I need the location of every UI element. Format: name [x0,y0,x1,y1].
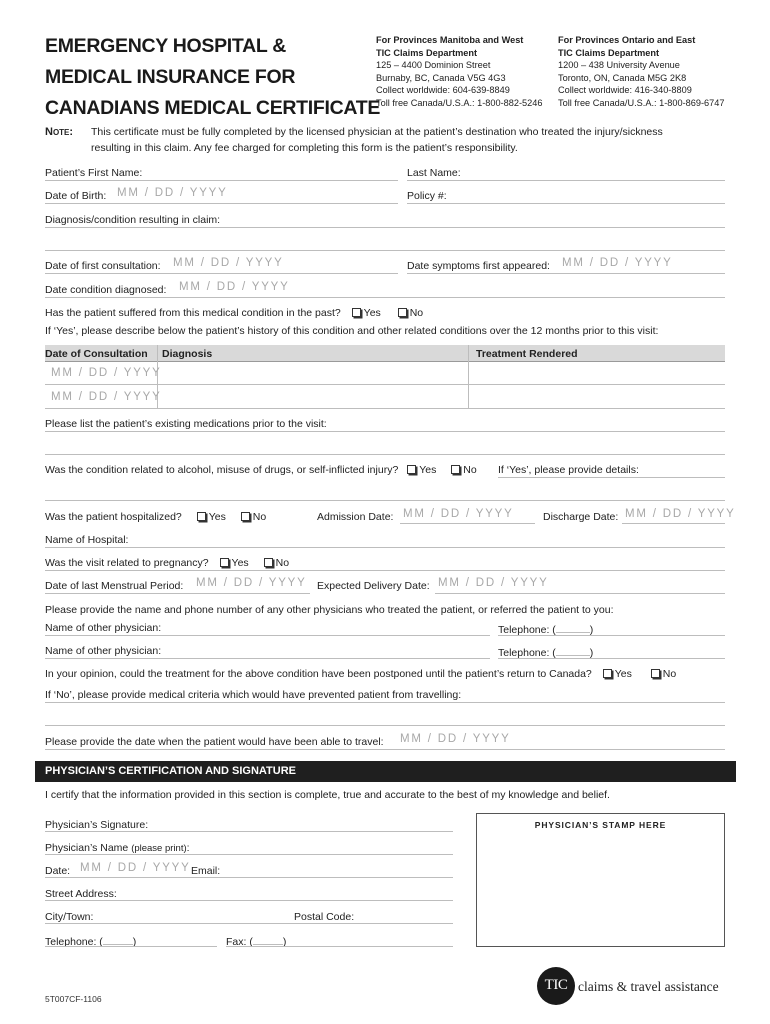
physician-name-colon: : [186,842,190,854]
table-row[interactable] [45,408,725,409]
first-consult-field[interactable] [45,273,398,274]
diagnosis-field[interactable] [45,227,725,228]
discharge-label: Discharge Date: [543,511,619,523]
symptoms-placeholder[interactable]: MM / DD / YYYY [562,257,673,269]
signature-field[interactable] [45,831,453,832]
pregnancy-question-text: Was the visit related to pregnancy? [45,557,209,569]
hospitalized-question [45,511,266,523]
pregnancy-question [45,557,289,569]
east-address-block [558,34,725,110]
no-label: No [275,557,290,569]
postpone-question [45,668,676,680]
table-header-date: Date of Consultation [45,348,148,360]
pregnancy-line [45,570,725,571]
close-paren: ) [132,936,137,948]
title-line: MEDICAL INSURANCE FOR [45,66,296,88]
pregnancy-no-checkbox[interactable] [264,558,273,567]
no-label: No [662,668,677,680]
diagnosed-field[interactable] [45,297,725,298]
hospitalized-question-text: Was the patient hospitalized? [45,511,182,523]
past-question [45,307,423,319]
diagnosed-label: Date condition diagnosed: [45,284,167,296]
other-physician-field[interactable] [45,635,490,636]
first-consult-placeholder[interactable]: MM / DD / YYYY [173,257,284,269]
hospitalized-yes-checkbox[interactable] [197,512,206,521]
hospitalized-no-checkbox[interactable] [241,512,250,521]
west-heading: For Provinces Manitoba and West [376,35,524,45]
menstrual-placeholder[interactable]: MM / DD / YYYY [196,577,307,589]
cert-date-label: Date: [45,865,71,877]
physician-name-hint: (please print) [131,843,187,854]
cert-date-placeholder[interactable]: MM / DD / YYYY [80,862,191,874]
physician-name-field[interactable] [45,854,453,855]
hospital-name-label: Name of Hospital: [45,534,129,546]
dob-placeholder[interactable]: MM / DD / YYYY [117,187,228,199]
medications-field[interactable] [45,431,725,432]
close-paren: ) [282,936,287,948]
east-dept: TIC Claims Department [558,47,660,58]
telephone-label: Telephone: ( [498,647,556,659]
discharge-placeholder[interactable]: MM / DD / YYYY [625,508,736,520]
fax-field[interactable] [226,946,453,947]
alcohol-yes-checkbox[interactable] [407,465,416,474]
last-name-label: Last Name: [407,167,461,179]
west-line: Burnaby, BC, Canada V5G 4G3 [376,72,506,83]
title-line: EMERGENCY HOSPITAL & [45,35,287,57]
other-physician-field-2[interactable] [45,658,490,659]
east-heading: For Provinces Ontario and East [558,35,696,45]
close-paren: ) [589,624,594,636]
other-physician-label-2: Name of other physician: [45,645,162,657]
note-text: This certificate must be fully completed by the licensed physician at the patient’s destination who treated the injury/sickness [91,126,663,138]
table-row[interactable] [45,384,725,385]
physician-name-label [45,842,190,854]
if-no-field-2[interactable] [45,725,725,726]
title-line: CANADIANS MEDICAL CERTIFICATE [45,97,381,119]
street-field[interactable] [45,900,453,901]
fax-text: Fax: ( [226,936,253,948]
west-dept: TIC Claims Department [376,47,478,58]
east-line: Toronto, ON, Canada M5G 2K8 [558,72,687,83]
yes-label: Yes [231,557,249,569]
past-question-text: Has the patient suffered from this medical condition in the past? [45,307,341,319]
signature-label: Physician’s Signature: [45,819,149,831]
street-label: Street Address: [45,888,117,900]
telephone-text: Telephone: ( [45,936,103,948]
east-line: Collect worldwide: 416-340-8809 [558,85,692,96]
delivery-field[interactable] [435,593,725,594]
date-email-field[interactable] [45,877,453,878]
alcohol-no-checkbox[interactable] [451,465,460,474]
menstrual-field[interactable] [45,593,310,594]
last-name-field[interactable] [407,180,725,181]
history-instruction: If ‘Yes’, please describe below the patient’s history of this condition and other related conditions over the 12 months prior to this visit: [45,325,659,337]
west-line: 125 – 4400 Dominion Street [376,60,491,71]
certification-heading: PHYSICIAN’S CERTIFICATION AND SIGNATURE [45,765,296,777]
certification-statement: I certify that the information provided in this section is complete, true and accurate to the best of my knowledge and belief. [45,789,610,801]
policy-label: Policy #: [407,190,447,202]
table-divider [468,345,469,409]
no-label: No [409,307,424,319]
admission-label: Admission Date: [317,511,394,523]
other-physician-phone-label [498,622,593,636]
first-name-label: Patient’s First Name: [45,167,143,179]
tic-logo [537,967,575,1005]
alcohol-details-field-2[interactable] [45,500,725,501]
no-label: No [252,511,267,523]
past-no-checkbox[interactable] [398,308,407,317]
other-physician-phone-field[interactable] [498,635,725,636]
delivery-placeholder[interactable]: MM / DD / YYYY [438,577,549,589]
symptoms-label: Date symptoms first appeared: [407,260,550,272]
certification-header-bar [35,761,736,782]
east-line: 1200 – 438 University Avenue [558,60,680,71]
travel-date-field[interactable] [45,749,725,750]
west-line: Toll free Canada/U.S.A.: 1-800-882-5246 [376,97,543,108]
yes-label: Yes [419,464,437,476]
diagnosed-placeholder[interactable]: MM / DD / YYYY [179,281,290,293]
alcohol-question [45,464,477,476]
table-row-date-placeholder[interactable]: MM / DD / YYYY [51,391,162,403]
medications-label: Please list the patient’s existing medications prior to the visit: [45,418,327,430]
form-code: 5T007CF-1106 [45,994,102,1004]
pregnancy-yes-checkbox[interactable] [220,558,229,567]
yes-label: Yes [208,511,226,523]
tic-logo-text: TIC [544,977,568,993]
other-physician-phone-label-2 [498,645,593,659]
note-label: Note: [45,126,74,138]
other-physician-phone-field-2[interactable] [498,658,725,659]
yes-label: Yes [614,668,632,680]
dob-label: Date of Birth: [45,190,107,202]
postpone-no-checkbox[interactable] [651,669,660,678]
travel-date-placeholder[interactable]: MM / DD / YYYY [400,733,511,745]
admission-field[interactable] [400,523,535,524]
policy-field[interactable] [407,203,725,204]
if-no-label: If ‘No’, please provide medical criteria which would have prevented patient from travelling: [45,689,462,701]
diagnosis-field-2[interactable] [45,250,725,251]
note-text: resulting in this claim. Any fee charged for completing this form is the patient’s responsibility. [91,142,518,154]
stamp-label: PHYSICIAN’S STAMP HERE [534,820,667,830]
alcohol-details-field[interactable] [498,477,725,478]
cert-telephone-field[interactable] [45,946,217,947]
medications-field-2[interactable] [45,454,725,455]
west-line: Collect worldwide: 604-639-8849 [376,85,510,96]
delivery-label: Expected Delivery Date: [317,580,430,592]
past-yes-checkbox[interactable] [352,308,361,317]
postpone-question-text: In your opinion, could the treatment for the above condition have been postponed until the patient’s return to Canada? [45,668,592,680]
west-address-block [376,34,543,110]
table-header-treatment: Treatment Rendered [476,348,578,360]
other-physician-intro: Please provide the name and phone number of any other physicians who treated the patient, or referred the patient to you: [45,604,614,616]
no-label: No [463,464,477,476]
city-postal-field[interactable] [45,923,453,924]
email-label: Email: [191,865,221,877]
dob-field[interactable] [45,203,398,204]
postal-label: Postal Code: [294,911,355,923]
table-row-date-placeholder[interactable]: MM / DD / YYYY [51,367,162,379]
form-title [45,31,380,124]
postpone-yes-checkbox[interactable] [603,669,612,678]
city-label: City/Town: [45,911,94,923]
if-no-field[interactable] [45,702,725,703]
physician-name-text: Physician’s Name [45,842,129,854]
close-paren: ) [589,647,594,659]
table-header-diagnosis: Diagnosis [162,348,213,360]
alcohol-question-text: Was the condition related to alcohol, misuse of drugs, or self-inflicted injury? [45,464,399,476]
alcohol-details-label: If ‘Yes’, please provide details: [498,464,639,476]
first-consult-label: Date of first consultation: [45,260,161,272]
hospital-name-field[interactable] [45,547,725,548]
east-line: Toll free Canada/U.S.A.: 1-800-869-6747 [558,97,725,108]
discharge-field[interactable] [622,523,725,524]
yes-label: Yes [363,307,381,319]
menstrual-label: Date of last Menstrual Period: [45,580,184,592]
diagnosis-label: Diagnosis/condition resulting in claim: [45,214,221,226]
symptoms-field[interactable] [407,273,725,274]
admission-placeholder[interactable]: MM / DD / YYYY [403,508,514,520]
first-name-field[interactable] [45,180,398,181]
telephone-label: Telephone: ( [498,624,556,636]
travel-date-label: Please provide the date when the patient would have been able to travel: [45,736,384,748]
physician-stamp-box[interactable] [476,813,725,947]
tagline: claims & travel assistance [578,979,719,994]
other-physician-label: Name of other physician: [45,622,162,634]
